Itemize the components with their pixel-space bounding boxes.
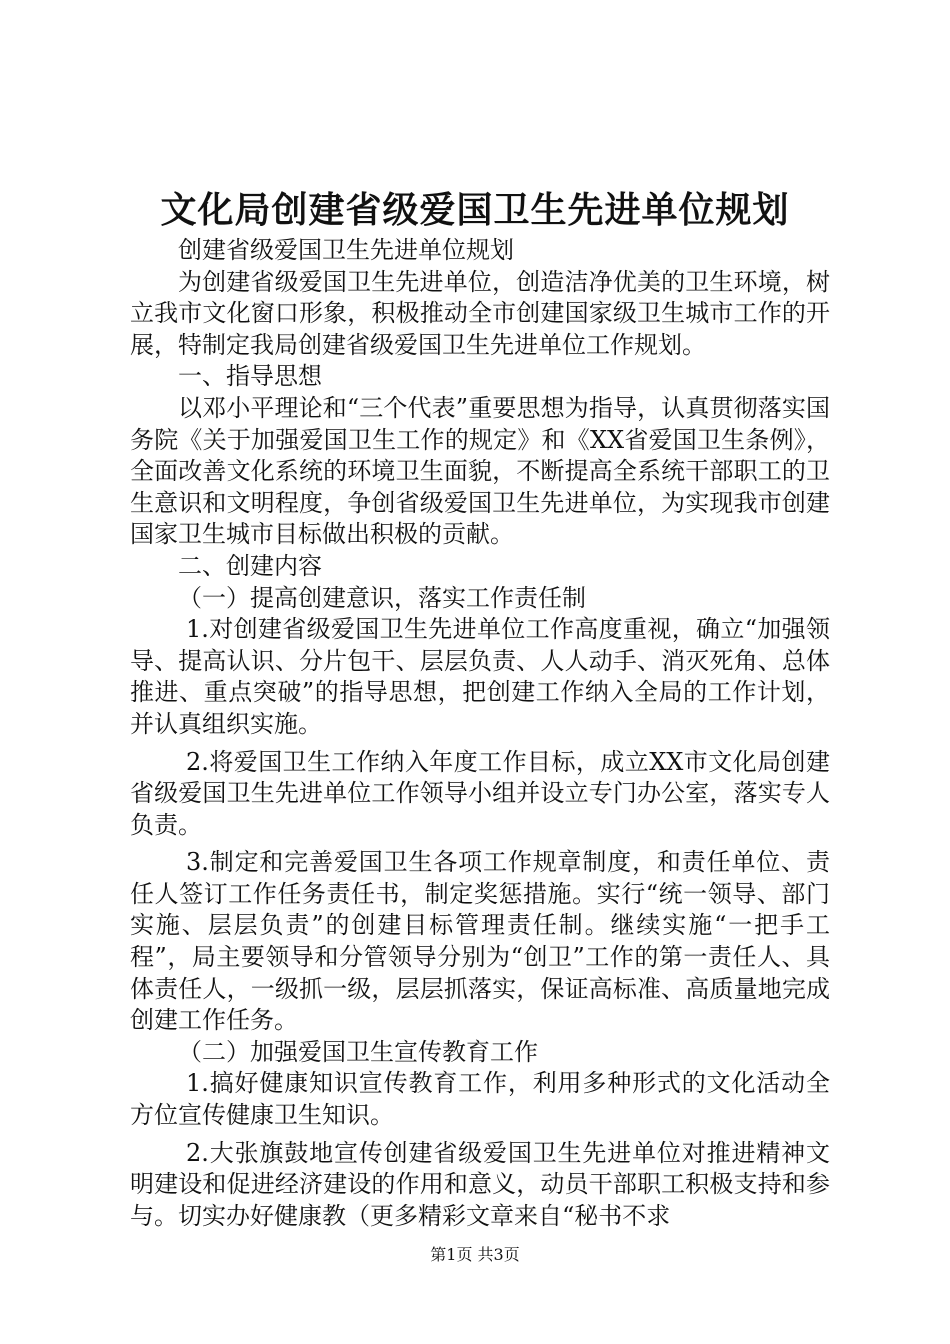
section-heading: 二、创建内容 [178,551,322,580]
page-footer: 第1页 共3页 [430,1245,520,1264]
list-item: 1.对创建省级爱国卫生先进单位工作高度重视，确立“加强领导、提高认识、分片包干、层层负责、人人动手、消灭死角、总体推进、重点突破”的指导思想，把创建工作纳入全局的工作计划，并认真组织实施。 [130,615,830,738]
list-item: 2.大张旗鼓地宣传创建省级爱国卫生先进单位对推进精神文明建设和促进经济建设的作用和意义，动员干部职工积极支持和参与。切实办好健康教（更多精彩文章来自“秘书不求 [130,1138,830,1230]
subtitle-paragraph: 创建省级爱国卫生先进单位规划 [178,236,514,264]
document-body [130,235,830,1232]
list-item: 1.搞好健康知识宣传教育工作，利用多种形式的文化活动全方位宣传健康卫生知识。 [130,1069,830,1130]
intro-paragraph: 为创建省级爱国卫生先进单位，创造洁净优美的卫生环境，树立我市文化窗口形象，积极推动全市创建国家级卫生城市工作的开展，特制定我局创建省级爱国卫生先进单位工作规划。 [130,267,830,359]
list-item: 2.将爱国卫生工作纳入年度工作目标，成立XX市文化局创建省级爱国卫生先进单位工作领导小组并设立专门办公室，落实专人负责。 [130,747,830,839]
list-item: 3.制定和完善爱国卫生各项工作规章制度，和责任单位、责任人签订工作任务责任书，制定奖惩措施。实行“统一领导、部门实施、层层负责”的创建目标管理责任制。继续实施“一把手工程”，局主要领导和分管领导分别为“创卫”工作的第一责任人、具体责任人，一级抓一级，层层抓落实，保证高标准、高质量地完成创建工作任务。 [130,848,830,1035]
section-heading: 一、指导思想 [178,362,322,391]
document-title: 文化局创建省级爱国卫生先进单位规划 [160,189,790,231]
body-paragraph: 以邓小平理论和“三个代表”重要思想为指导，认真贯彻落实国务院《关于加强爱国卫生工作的规定》和《XX省爱国卫生条例》，全面改善文化系统的环境卫生面貌，不断提高全系统干部职工的卫生意识和文明程度，争创省级爱国卫生先进单位，为实现我市创建国家卫生城市目标做出积极的贡献。 [130,393,830,549]
subsection-heading: （二）加强爱国卫生宣传教育工作 [178,1037,538,1066]
subsection-heading: （一）提高创建意识，落实工作责任制 [178,583,586,612]
